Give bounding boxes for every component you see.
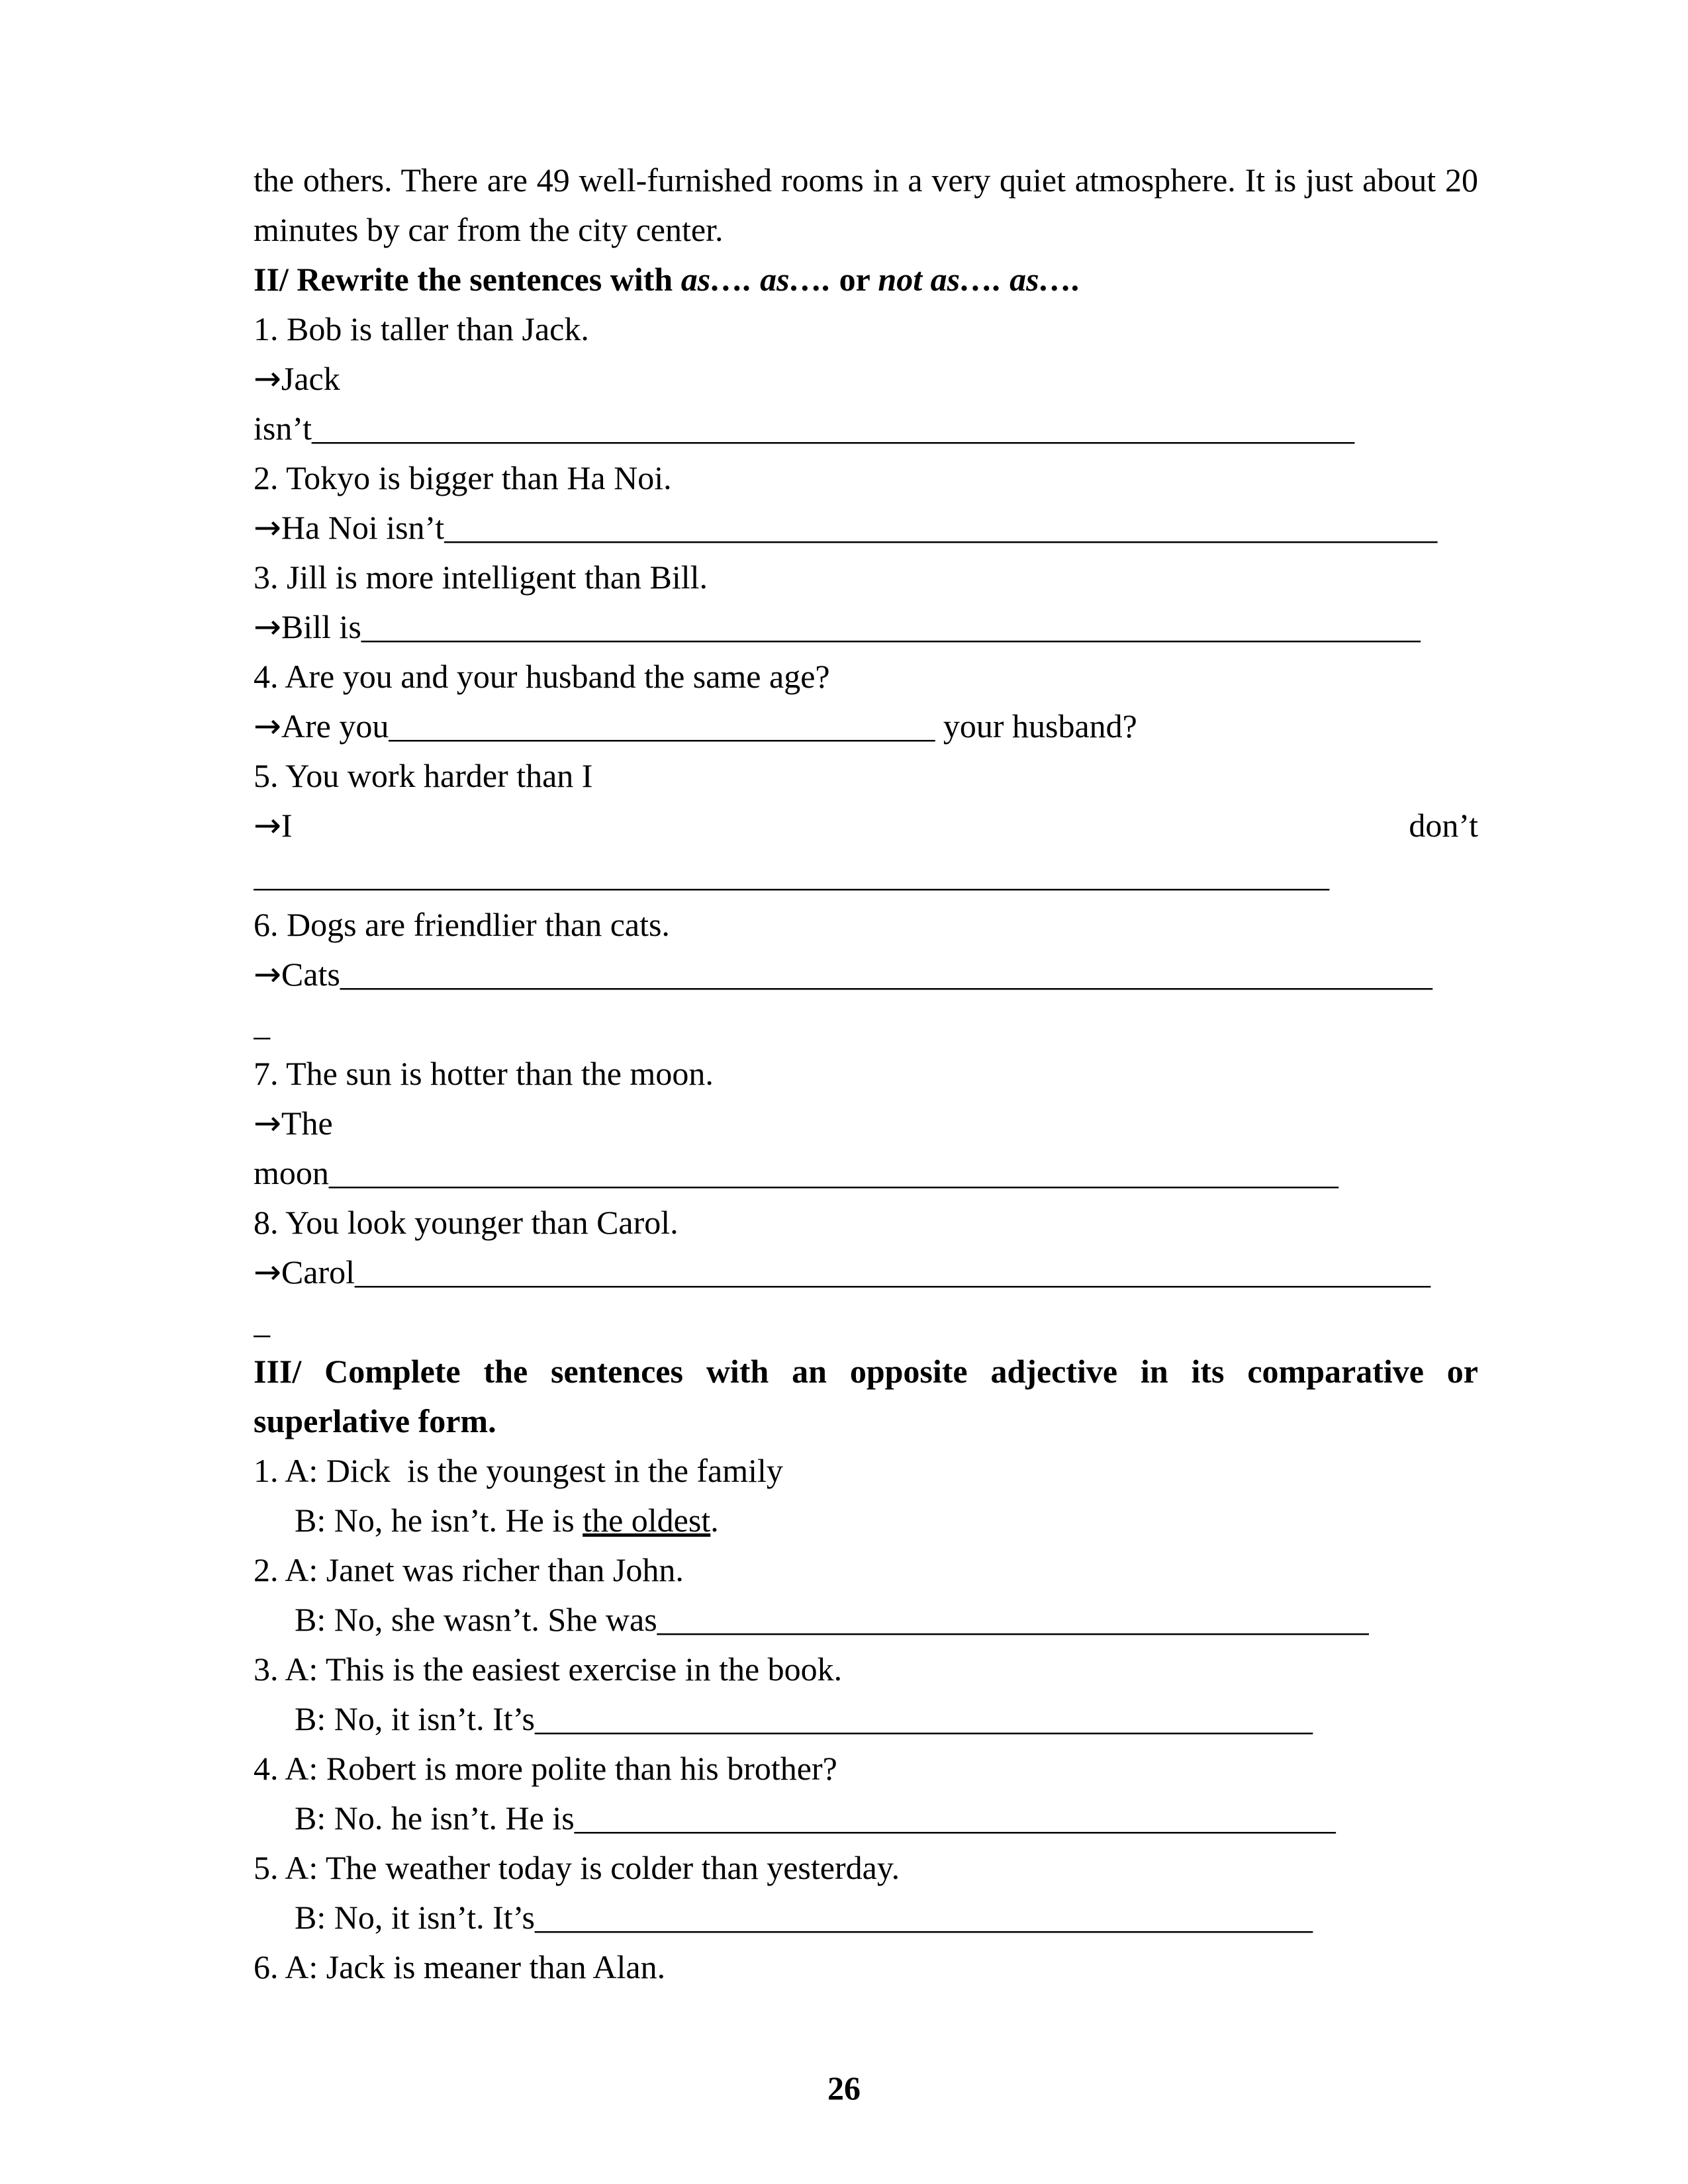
s3-item-4-b — [254, 1794, 1478, 1843]
arrow-icon: → — [254, 508, 281, 547]
response-text: B: No. he isn’t. He is — [295, 1799, 575, 1837]
s2-answer-5-part-a — [254, 801, 1478, 850]
sentence-text: 8. You look younger than Carol. — [254, 1204, 679, 1241]
sentence-text: 3. Jill is more intelligent than Bill. — [254, 559, 708, 596]
s2-answer-8-overflow — [254, 1297, 1478, 1347]
answer-text: Bill is — [281, 608, 361, 645]
answer-text: moon — [254, 1154, 329, 1191]
answer-text: The — [281, 1105, 333, 1142]
s2-item-2 — [254, 453, 1478, 503]
underlined-answer: the oldest — [583, 1502, 711, 1539]
s3-item-3-b — [254, 1694, 1478, 1744]
sentence-text: 3. A: This is the easiest exercise in the book. — [254, 1651, 843, 1688]
section2-heading — [254, 255, 1478, 304]
s3-item-2-b — [254, 1595, 1478, 1645]
blank-underscores: _________________________________________________________________ — [254, 856, 1329, 893]
answer-right: don’t — [1409, 807, 1478, 844]
answer-text: I — [281, 807, 293, 844]
response-text: B: No, it isn’t. It’s — [295, 1899, 536, 1936]
s2-answer-6-overflow — [254, 999, 1478, 1049]
section2-heading-italic-1: as…. as…. — [680, 261, 831, 298]
s3-item-3-a — [254, 1645, 1478, 1694]
sentence-text: 2. Tokyo is bigger than Ha Noi. — [254, 459, 672, 496]
sentence-text: 4. Are you and your husband the same age? — [254, 658, 830, 695]
response-text: B: No, it isn’t. It’s — [295, 1700, 536, 1737]
blank-underscores: _________________________________ — [389, 707, 935, 745]
blank-underscores: __________________________________________________________________ — [340, 956, 1432, 993]
s2-item-8 — [254, 1198, 1478, 1248]
blank-underscores: ________________________________________________________________ — [361, 608, 1421, 645]
arrow-icon: → — [254, 359, 281, 398]
sentence-text: 5. A: The weather today is colder than yesterday. — [254, 1849, 900, 1886]
s3-item-4-a — [254, 1744, 1478, 1794]
answer-text: Ha Noi isn’t — [281, 509, 445, 546]
sentence-text: 1. Bob is taller than Jack. — [254, 310, 589, 347]
s2-item-3 — [254, 553, 1478, 602]
arrow-icon: → — [254, 707, 281, 745]
blank-underscores: ______________________________________________ — [574, 1799, 1336, 1837]
sentence-text: 7. The sun is hotter than the moon. — [254, 1055, 714, 1092]
s2-answer-5-part-b — [254, 850, 1478, 900]
s2-answer-7-part-a — [254, 1099, 1478, 1148]
page-number: 26 — [827, 2070, 861, 2107]
s2-answer-1-part-a — [254, 354, 1478, 404]
s3-item-1-b — [254, 1496, 1478, 1545]
sentence-text: 5. You work harder than I — [254, 757, 593, 794]
s2-answer-6 — [254, 950, 1478, 999]
s3-item-2-a — [254, 1545, 1478, 1595]
blank-underscores: _ — [254, 1303, 270, 1340]
response-text: B: No, she wasn’t. She was — [295, 1601, 657, 1638]
answer-tail: your husband? — [935, 707, 1137, 745]
answer-text: Jack — [281, 360, 340, 397]
blank-underscores: ____________________________________________________________ — [444, 509, 1438, 546]
blank-underscores: _______________________________________________ — [535, 1899, 1313, 1936]
section2-heading-connector: or — [831, 261, 878, 298]
blank-underscores: _______________________________________________________________ — [312, 410, 1354, 447]
blank-underscores: _____________________________________________________________ — [328, 1154, 1338, 1191]
s2-item-1 — [254, 304, 1478, 354]
sentence-text: 1. A: Dick is the youngest in the family — [254, 1452, 783, 1489]
blank-underscores: ___________________________________________ — [657, 1601, 1369, 1638]
sentence-text: 6. Dogs are friendlier than cats. — [254, 906, 670, 943]
blank-underscores: _________________________________________________________________ — [355, 1253, 1430, 1291]
arrow-icon: → — [254, 955, 281, 993]
response-text: B: No, he isn’t. He is — [295, 1502, 583, 1539]
sentence-text: 6. A: Jack is meaner than Alan. — [254, 1948, 666, 1985]
section2-heading-text: II/ Rewrite the sentences with — [254, 261, 681, 298]
answer-text: Cats — [281, 956, 340, 993]
sentence-text: 4. A: Robert is more polite than his brother? — [254, 1750, 837, 1787]
s2-item-7 — [254, 1049, 1478, 1099]
s2-item-6 — [254, 900, 1478, 950]
s2-answer-8 — [254, 1248, 1478, 1297]
s2-item-5 — [254, 751, 1478, 801]
arrow-icon: → — [254, 806, 281, 844]
arrow-icon: → — [254, 1253, 281, 1291]
s2-answer-4 — [254, 702, 1478, 751]
s2-answer-1-part-b — [254, 404, 1478, 453]
blank-underscores: _______________________________________________ — [535, 1700, 1313, 1737]
s3-item-5-b — [254, 1893, 1478, 1942]
answer-text: Are you — [281, 707, 389, 745]
s3-item-1-a — [254, 1446, 1478, 1496]
s2-answer-2 — [254, 503, 1478, 553]
response-tail: . — [710, 1502, 719, 1539]
sentence-text: 2. A: Janet was richer than John. — [254, 1551, 684, 1588]
arrow-icon: → — [254, 608, 281, 646]
answer-left — [254, 801, 293, 850]
s3-item-6-a — [254, 1942, 1478, 1992]
s2-answer-7-part-b — [254, 1148, 1478, 1198]
section3-heading: III/ Complete the sentences with an opposite adjective in its comparative or superlative form. — [254, 1353, 1478, 1439]
intro-paragraph: the others. There are 49 well-furnished rooms in a very quiet atmosphere. It is just about 20 minutes by car from the city center. — [254, 161, 1478, 248]
arrow-icon: → — [254, 1104, 281, 1142]
s2-answer-3 — [254, 602, 1478, 652]
s2-item-4 — [254, 652, 1478, 702]
blank-underscores: _ — [254, 1005, 270, 1042]
section2-heading-italic-2: not as…. as…. — [878, 261, 1081, 298]
page-content — [254, 156, 1478, 1992]
answer-text: Carol — [281, 1253, 355, 1291]
s3-item-5-a — [254, 1843, 1478, 1893]
answer-text: isn’t — [254, 410, 312, 447]
